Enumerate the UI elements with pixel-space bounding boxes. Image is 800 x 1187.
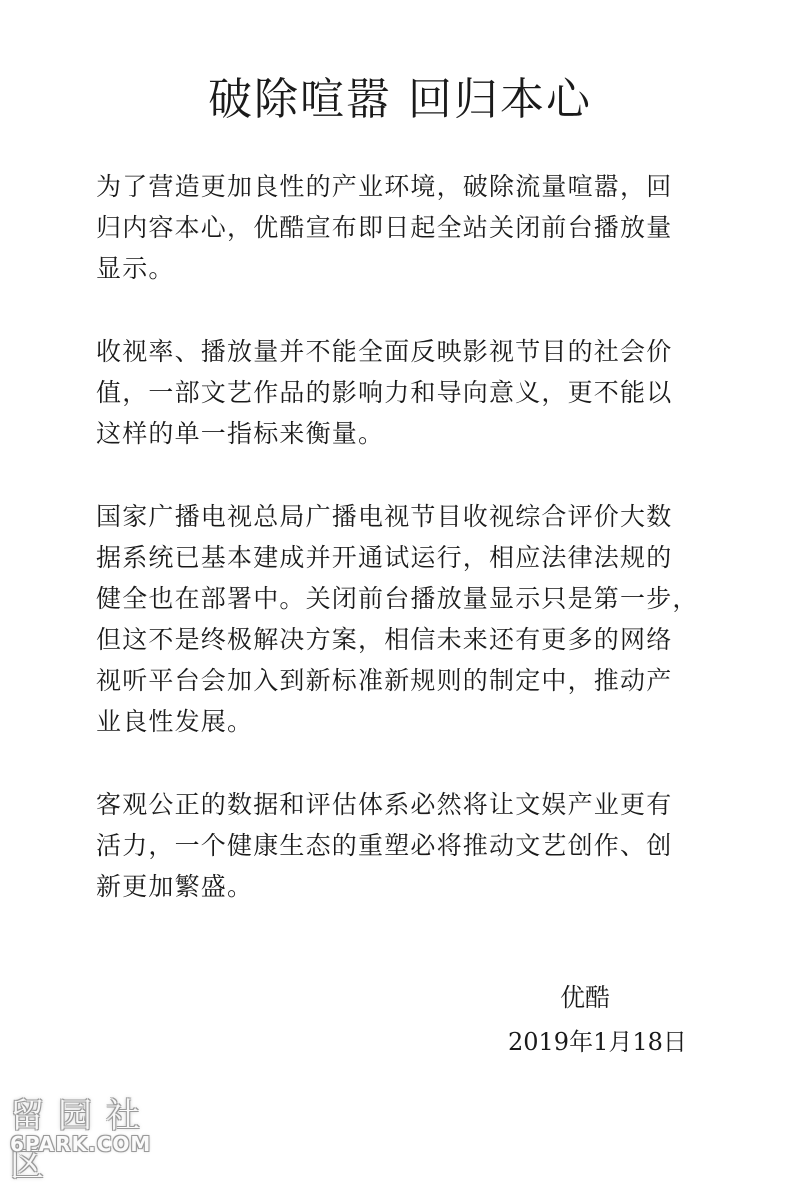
paragraph-line: 归内容本心，优酷宣布即日起全站关闭前台播放量 xyxy=(96,213,673,242)
paragraph-4 xyxy=(96,784,706,907)
paragraph-3 xyxy=(96,496,706,742)
paragraph-line: 活力，一个健康生态的重塑必将推动文艺创作、创 xyxy=(96,831,673,860)
watermark-english: 6PARK.COM xyxy=(10,1132,152,1156)
paragraph-line: 新更加繁盛。 xyxy=(96,872,254,901)
paragraph-line: 但这不是终极解决方案，相信未来还有更多的网络 xyxy=(96,625,673,654)
document-body xyxy=(96,166,706,949)
paragraph-line: 国家广播电视总局广播电视节目收视综合评价大数 xyxy=(96,502,673,531)
watermark xyxy=(10,1088,180,1185)
paragraph-line: 显示。 xyxy=(96,254,175,283)
paragraph-line: 值，一部文艺作品的影响力和导向意义，更不能以 xyxy=(96,378,673,407)
paragraph-line: 健全也在部署中。关闭前台播放量显示只是第一步， xyxy=(96,584,699,613)
paragraph-2 xyxy=(96,331,706,454)
document-title: 破除喧嚣 回归本心 xyxy=(208,74,592,125)
date: 2019年1月18日 xyxy=(508,1028,687,1056)
watermark-chinese: 留园社区 xyxy=(10,1096,154,1185)
signature: 优酷 xyxy=(560,983,611,1012)
paragraph-line: 这样的单一指标来衡量。 xyxy=(96,419,385,448)
paragraph-line: 客观公正的数据和评估体系必然将让文娱产业更有 xyxy=(96,790,673,819)
paragraph-line: 业良性发展。 xyxy=(96,707,254,736)
paragraph-1 xyxy=(96,166,706,289)
paragraph-line: 据系统已基本建成并开通试运行，相应法律法规的 xyxy=(96,543,673,572)
paragraph-line: 视听平台会加入到新标准新规则的制定中，推动产 xyxy=(96,666,673,695)
paragraph-line: 收视率、播放量并不能全面反映影视节目的社会价 xyxy=(96,337,673,366)
paragraph-line: 为了营造更加良性的产业环境，破除流量喧嚣，回 xyxy=(96,172,673,201)
